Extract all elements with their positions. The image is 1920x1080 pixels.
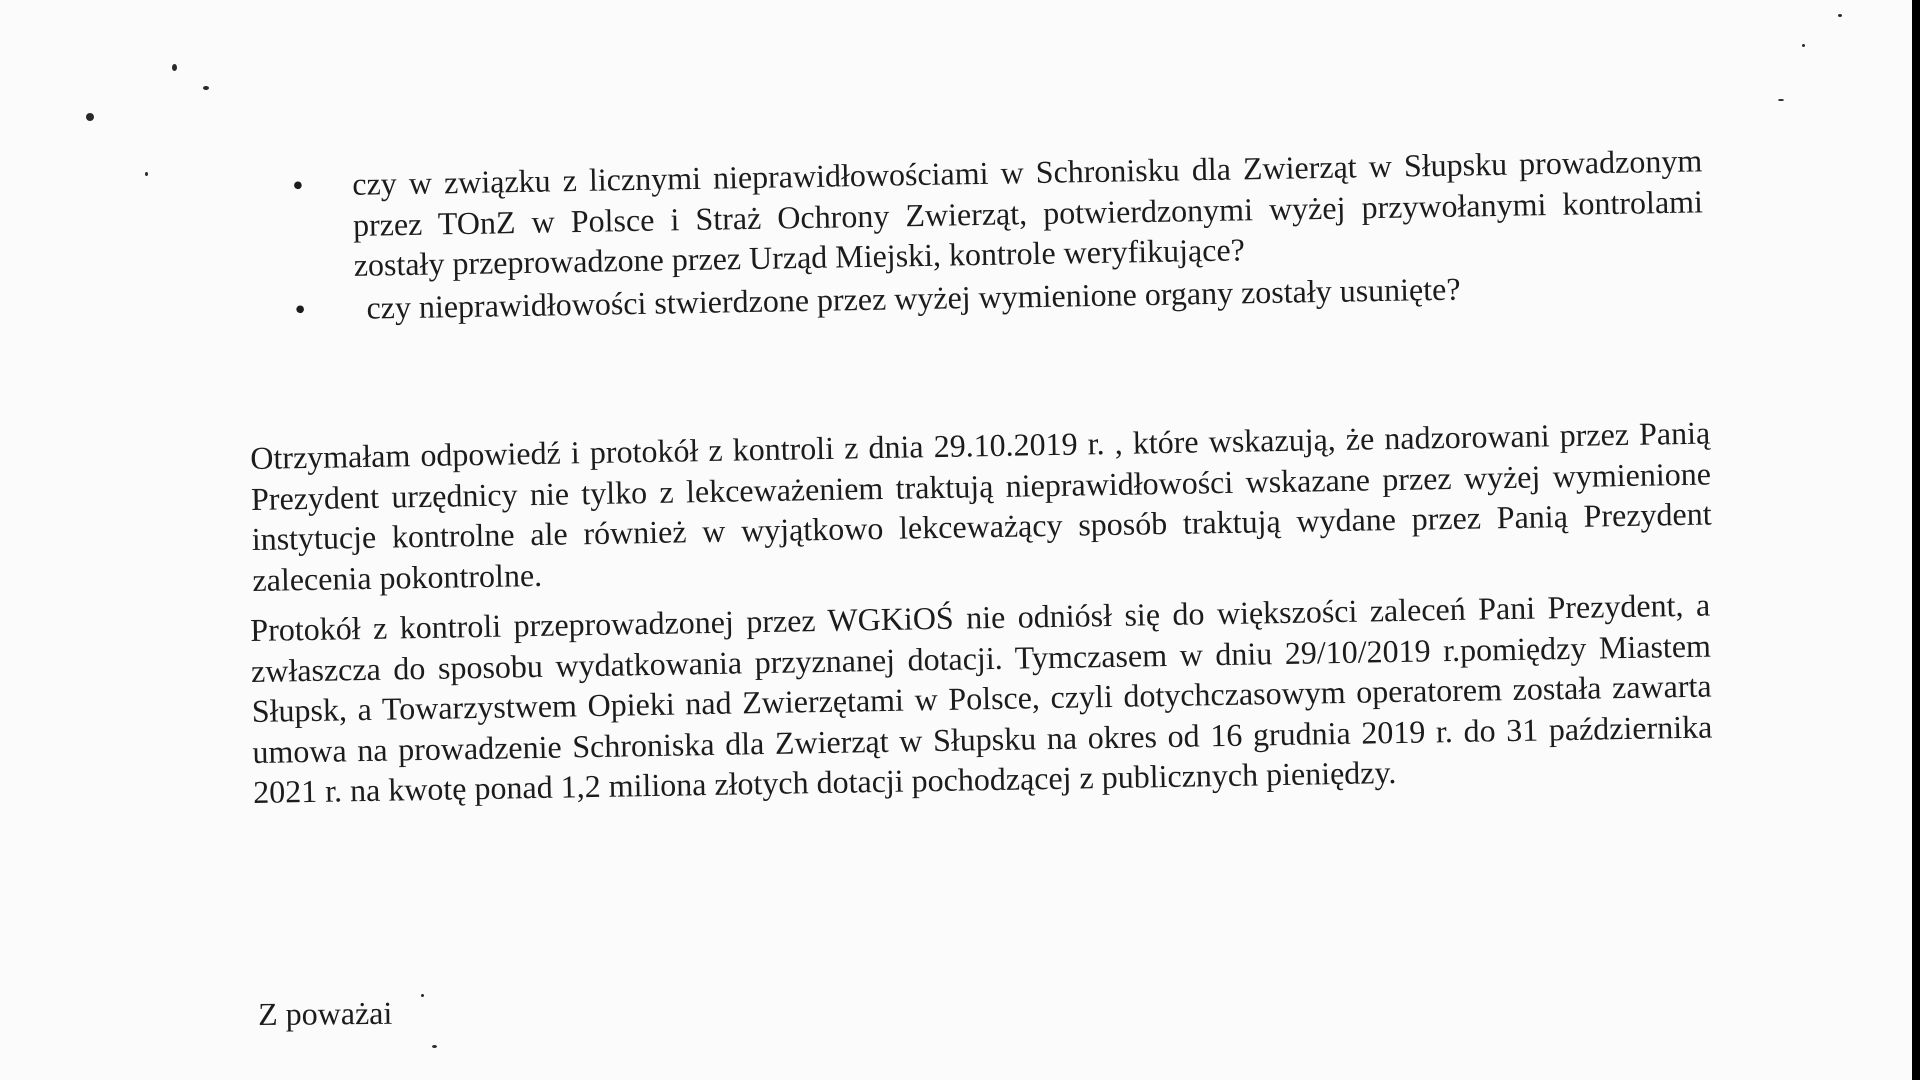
scan-speck xyxy=(1838,14,1842,17)
bullet-marker: • xyxy=(292,166,304,203)
closing-salutation: Z poważai xyxy=(258,994,393,1032)
bullet-text: czy w związku z licznymi nieprawidłowościami w Schronisku dla Zwierząt w Słupsku prowadzonym przez TOnZ w Polsce i Straż Ochrony Zwierząt, potwierdzonymi wyżej przywołanymi kontrolami zostały przeprowadzone przez Urząd Miejski, kontrole weryfikujące? xyxy=(352,142,1704,283)
scan-speck xyxy=(432,1045,437,1048)
scan-speck xyxy=(203,86,209,90)
scan-speck xyxy=(145,172,148,176)
scan-speck xyxy=(421,994,424,997)
paragraph-response xyxy=(250,413,1713,600)
bullet-list xyxy=(290,140,1705,329)
paragraph-protocol xyxy=(250,585,1713,813)
scan-speck xyxy=(1802,44,1805,47)
bullet-text: czy nieprawidłowości stwierdzone przez wyżej wymienione organy zostały usunięte? xyxy=(366,270,1461,326)
scan-speck xyxy=(86,113,94,121)
scan-speck xyxy=(172,64,177,71)
paragraph-text: Otrzymałam odpowiedź i protokół z kontroli z dnia 29.10.2019 r. , które wskazują, że nadzorowani przez Panią Prezydent urzędnicy nie tylko z lekceważeniem traktują nieprawidłowości wskazane przez wyżej wymienione instytucje kontrolne ale również w wyjątkowo lekceważący sposób traktują wydane przez Panią Prezydent zalecenia pokontrolne. xyxy=(250,414,1712,598)
scan-speck xyxy=(1778,99,1784,101)
paragraph-text: Protokół z kontroli przeprowadzonej przez WGKiOŚ nie odniósł się do większości zaleceń Pani Prezydent, a zwłaszcza do sposobu wydatkowania przyznanej dotacji. Tymczasem w dniu 29/10/2019 r.pomiędzy Miastem Słupsk, a Towarzystwem Opieki nad Zwierzętami w Polsce, czyli dotychczasowym operatorem została zawarta umowa na prowadzenie Schroniska dla Zwierząt w Słupsku na okres od 16 grudnia 2019 r. do 31 października 2021 r. na kwotę ponad 1,2 miliona złotych dotacji pochodzącej z publicznych pieniędzy. xyxy=(250,586,1713,810)
bullet-marker: • xyxy=(294,290,307,327)
list-item xyxy=(290,140,1704,286)
